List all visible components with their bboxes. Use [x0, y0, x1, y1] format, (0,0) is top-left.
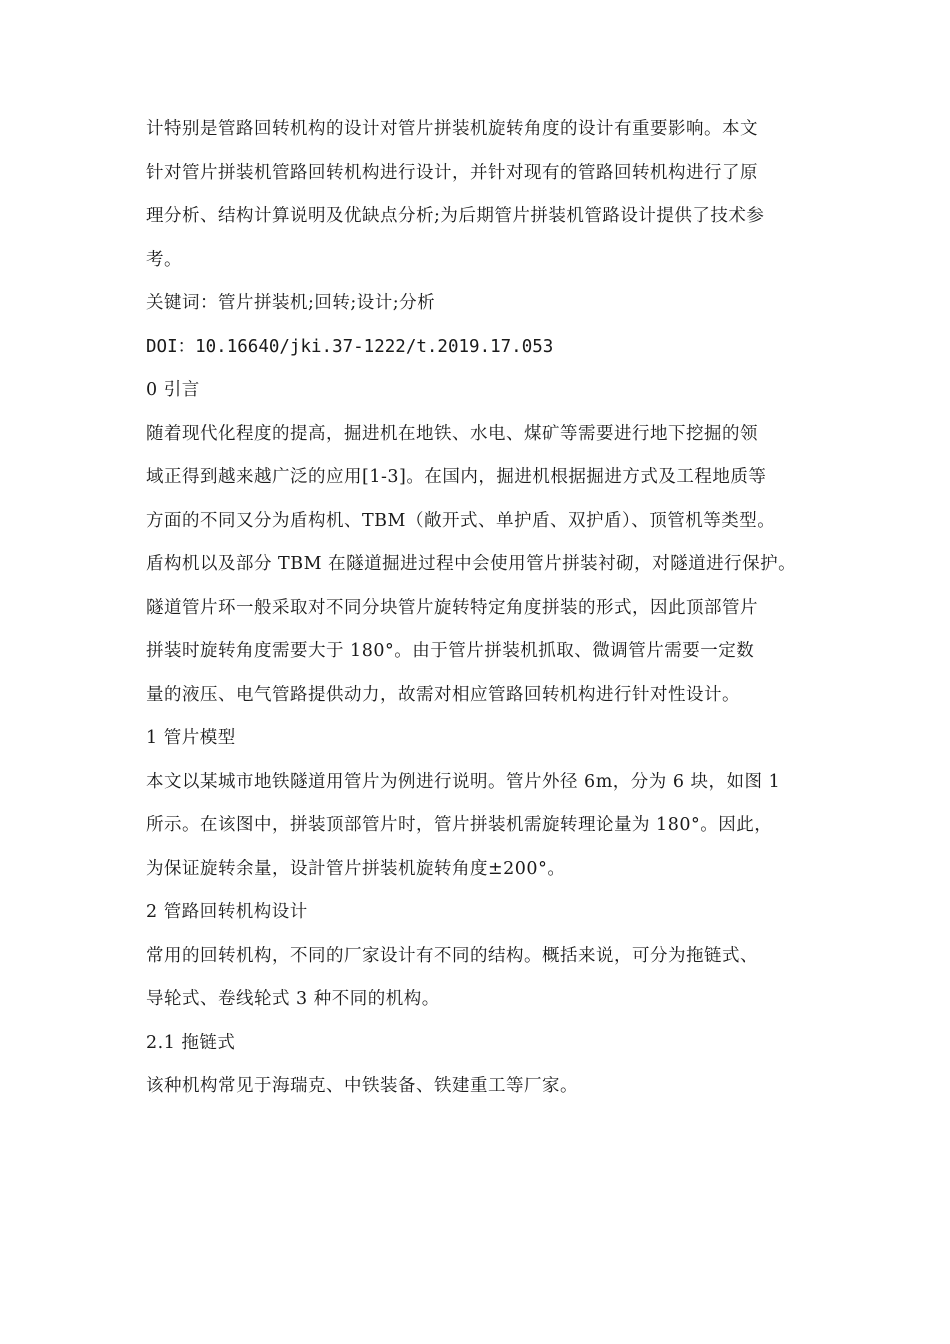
paragraph-line: 为保证旋转余量，设計管片拼装机旋转角度±200°。: [146, 858, 566, 879]
section-heading-model: 1 管片模型: [146, 728, 236, 748]
paragraph-line: 隧道管片环一般采取对不同分块管片旋转特定角度拼装的形式，因此顶部管片: [146, 597, 758, 618]
abstract-line: 计特别是管路回转机构的设计对管片拼装机旋转角度的设计有重要影响。本文: [146, 119, 758, 139]
paragraph-line: 域正得到越来越广泛的应用[1-3]。在国内，掘进机根据掘进方式及工程地质等: [146, 467, 767, 487]
paragraph-line: 该种机构常见于海瑞克、中铁装备、铁建重工等厂家。: [146, 1076, 578, 1096]
paragraph-line: 量的液压、电气管路提供动力，故需对相应管路回转机构进行针对性设计。: [146, 684, 740, 705]
doi: DOI：10.16640/jki.37-1222/t.2019.17.053: [146, 336, 554, 357]
paragraph-line: 导轮式、卷线轮式 3 种不同的机构。: [146, 989, 440, 1009]
section-heading-intro: 0 引言: [146, 380, 200, 400]
paragraph-line: 常用的回转机构，不同的厂家设计有不同的结构。概括来说，可分为拖链式、: [146, 945, 758, 966]
document-page: [146, 114, 806, 1115]
abstract-line: 考。: [146, 249, 182, 270]
abstract-line: 针对管片拼装机管路回转机构进行设计，并针对现有的管路回转机构进行了原: [146, 162, 758, 183]
keywords: 关键词：管片拼装机;回转;设计;分析: [146, 293, 436, 313]
paragraph-line: 本文以某城市地铁隧道用管片为例进行说明。管片外径 6m，分为 6 块，如图 1: [146, 771, 781, 792]
paragraph-line: 随着现代化程度的提高，掘进机在地铁、水电、煤矿等需要进行地下挖掘的领: [146, 423, 758, 444]
paragraph-line: 方面的不同又分为盾构机、TBM（敞开式、单护盾、双护盾）、顶管机等类型。: [146, 510, 776, 531]
paragraph-line: 所示。在该图中，拼装顶部管片时，管片拼装机需旋转理论量为 180°。因此，: [146, 815, 773, 835]
abstract-line: 理分析、结构计算说明及优缺点分析;为后期管片拼装机管路设计提供了技术参: [146, 206, 765, 226]
section-heading-design: 2 管路回转机构设计: [146, 902, 308, 922]
paragraph-line: 拼装时旋转角度需要大于 180°。由于管片拼装机抓取、微调管片需要一定数: [146, 641, 755, 661]
paragraph-line: 盾构机以及部分 TBM 在隧道掘进过程中会使用管片拼装衬砌，对隧道进行保护。: [146, 554, 797, 574]
section-heading-chain: 2.1 拖链式: [146, 1032, 236, 1053]
